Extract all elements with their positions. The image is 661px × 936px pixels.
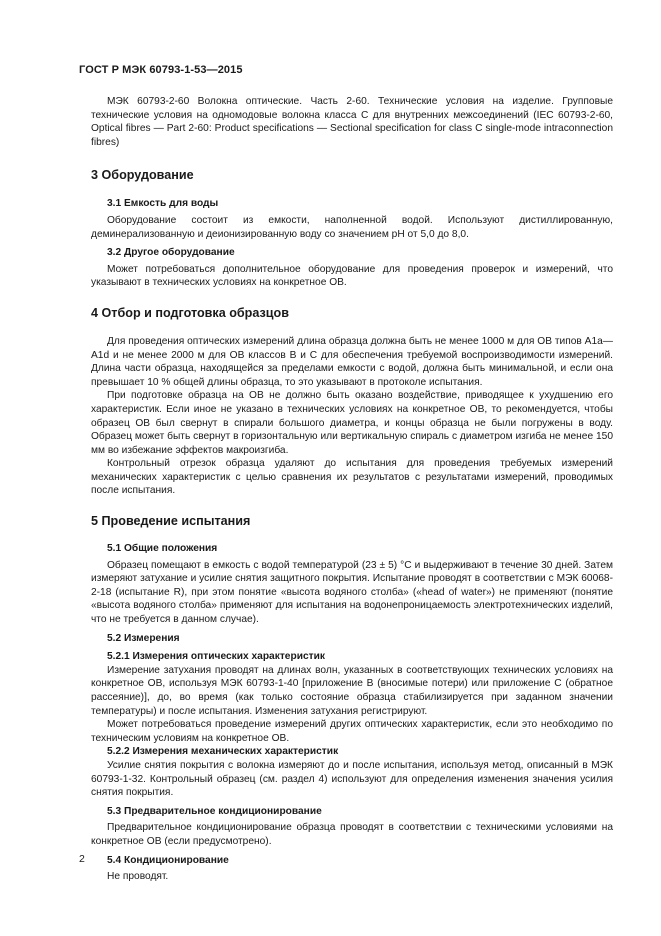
section-3-1-title: 3.1 Емкость для воды: [107, 198, 219, 210]
section-5-1-title: 5.1 Общие положения: [107, 543, 218, 555]
document-header: ГОСТ Р МЭК 60793-1-53—2015: [79, 64, 243, 76]
page-number: 2: [79, 853, 85, 865]
section-5-2-1-paragraph-1: Измерение затухания проводят на длинах волн, указанных в соответствующих технических условиях на конкретное ОВ, используя МЭК 60793-1-40 [приложение В (вносимые потери) или приложение С (обратное рассеяние)], до, во время (как только состояние образца стабилизируется при заданном значении температуры) и после испытания. Изменения затухания регистрируют.: [91, 664, 613, 717]
section-5-2-2-title: 5.2.2 Измерения механических характеристик: [107, 746, 339, 758]
section-5-2-1-title: 5.2.1 Измерения оптических характеристик: [107, 651, 325, 663]
section-5-2-2-text: Усилие снятия покрытия с волокна измеряют до и после испытания, используя метод, описанный в МЭК 60793-1-32. Контрольный образец (см. раздел 4) используют для определения изменения значения усилия снятия покрытия.: [91, 759, 613, 799]
section-3-2-text: Может потребоваться дополнительное оборудование для проведения проверок и измерений, что указывают в технических условиях на конкретное ОВ.: [91, 263, 613, 289]
normative-reference: МЭК 60793-2-60 Волокна оптические. Часть 2-60. Технические условия на изделие. Групповые технические условия на одномодовые волокна класса С для внутренних межсоединений (IEC 60793-2-60, Optical fibres — Part 2-60: Product specifications — Sectional specification for class C single-mode intraconnection fibres): [91, 96, 613, 148]
section-5-4-title: 5.4 Кондиционирование: [107, 854, 229, 866]
page-content: [91, 95, 613, 884]
section-3-2-title: 3.2 Другое оборудование: [107, 247, 235, 259]
section-5-1-text: Образец помещают в емкость с водой температурой (23 ± 5) °С и выдерживают в течение 30 дней. Затем измеряют затухание и усилие снятия защитного покрытия. Испытание проводят в соответствии с МЭК 60068-2-18 (испытание R), при этом понятие «высота водяного столба» («head of water») не применяют (понятие «высота водяного столба» применяют для испытания на водонепроницаемость электротехнических изделий, что не требуется в данном случае).: [91, 559, 613, 626]
section-5-3-title: 5.3 Предварительное кондиционирование: [107, 805, 322, 817]
section-3-title: 3 Оборудование: [91, 168, 194, 183]
section-4-paragraph-3: Контрольный отрезок образца удаляют до испытания для проведения требуемых измерений механических характеристик с целью сравнения их результатов с результатами измерений, проводимых после испытания.: [91, 458, 613, 497]
section-5-4-text: Не проводят.: [107, 871, 169, 883]
section-4-title: 4 Отбор и подготовка образцов: [91, 305, 289, 320]
section-5-3-text: Предварительное кондиционирование образца проводят в соответствии с техническими условиями на конкретное ОВ (если предусмотрено).: [91, 822, 613, 847]
section-4-paragraph-2: При подготовке образца на ОВ не должно быть оказано воздействие, приводящее к ухудшению его характеристик. Если иное не указано в технических условиях на конкретное ОВ, то рекомендуется, чтобы образец ОВ был свернут в спирали большого диаметра, и концы образца не были погружены в воду. Образец может быть свернут в горизонтальную или вертикальную спираль с диаметром изгиба не менее 150 мм во избежание эффектов макроизгиба.: [91, 390, 613, 456]
section-5-2-1-paragraph-2: Может потребоваться проведение измерений других оптических характеристик, если это необходимо по техническим условиям на конкретное ОВ.: [91, 719, 613, 744]
section-4-paragraph-1: Для проведения оптических измерений длина образца должна быть не менее 1000 м для ОВ типов А1а—А1d и не менее 2000 м для ОВ классов В и С для обеспечения требуемой воспроизводимости измерений. Длина части образца, находящейся за пределами емкости с водой, должна быть минимальной, и если она превышает 10 % общей длины образца, то это указывают в протоколе испытания.: [91, 335, 613, 388]
section-3-1-text: Оборудование состоит из емкости, наполненной водой. Используют дистиллированную, деминерализованную и деионизированную воду со значением рН от 5,0 до 8,0.: [91, 214, 613, 240]
section-5-title: 5 Проведение испытания: [91, 514, 251, 529]
section-5-2-title: 5.2 Измерения: [107, 632, 180, 644]
